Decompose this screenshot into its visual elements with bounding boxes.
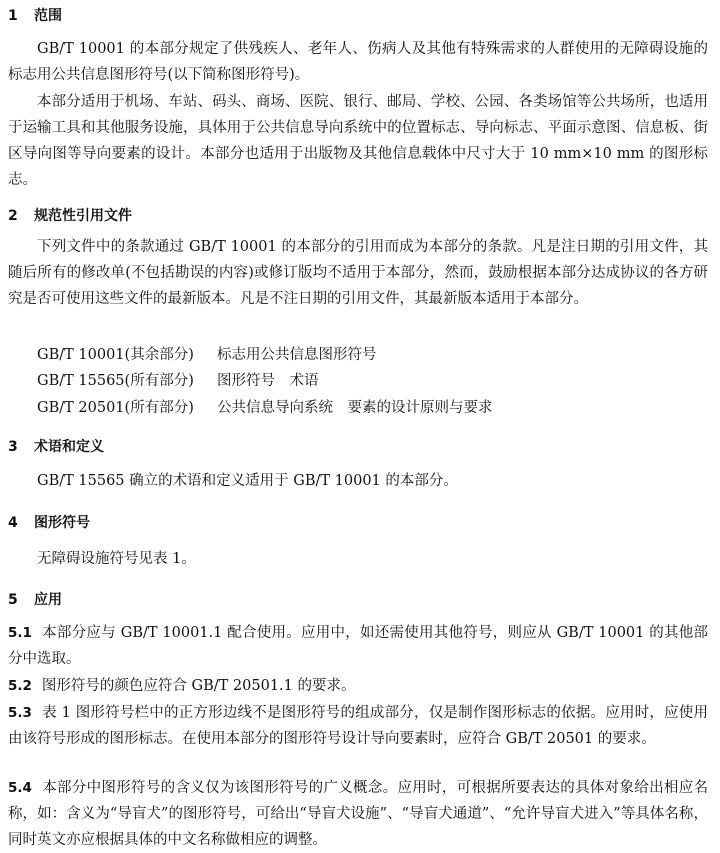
clause-text: 本部分中图形符号的含义仅为该图形符号的广义概念。应用时，可根据所要表达的具体对象给出相应名称，如：含义为“导盲犬”的图形符号，可给出“导盲犬设施”、“导盲犬通道”、“允许导盲犬进入”等具体名称，同时英文亦应根据具体的中文名称做相应的调整。 — [8, 780, 708, 848]
section-5-heading — [8, 590, 62, 610]
section-3-paragraph: GB/T 15565 确立的术语和定义适用于 GB/T 10001 的本部分。 — [37, 473, 458, 489]
section-1-number: 1 — [8, 8, 18, 24]
reference-title: 公共信息导向系统 要素的设计原则与要求 — [217, 400, 493, 416]
section-4-paragraph: 无障碍设施符号见表 1。 — [37, 551, 196, 567]
clause-5-2 — [8, 673, 708, 699]
reference-title: 标志用公共信息图形符号 — [217, 347, 377, 363]
clause-number: 5.4 — [8, 780, 32, 796]
reference-item — [37, 342, 377, 368]
clause-5-1 — [8, 620, 708, 672]
section-2-title: 规范性引用文件 — [34, 208, 132, 224]
reference-title: 图形符号 术语 — [217, 373, 319, 389]
section-5-number: 5 — [8, 592, 18, 608]
section-2-heading — [8, 206, 132, 226]
section-1-paragraph-2: 本部分适用于机场、车站、码头、商场、医院、银行、邮局、学校、公园、各类场馆等公共场所，也适用于运输工具和其他服务设施，具体用于公共信息导向系统中的位置标志、导向标志、平面示意图、信息板、街区导向图等导向要素的设计。本部分也适用于出版物及其他信息载体中尺寸大于 10 mm×10 mm 的图形标志。 — [8, 94, 708, 188]
section-4-heading — [8, 513, 90, 533]
section-3-title: 术语和定义 — [34, 439, 104, 455]
section-4-title: 图形符号 — [34, 515, 90, 531]
section-2-paragraph: 下列文件中的条款通过 GB/T 10001 的本部分的引用而成为本部分的条款。凡是注日期的引用文件，其随后所有的修改单(不包括勘误的内容)或修订版均不适用于本部分，然而，鼓励根据本部分达成协议的各方研究是否可使用这些文件的最新版本。凡是不注日期的引用文件，其最新版本适用于本部分。 — [8, 239, 708, 307]
section-1-heading — [8, 6, 62, 26]
clause-text: 图形符号的颜色应符合 GB/T 20501.1 的要求。 — [41, 678, 356, 694]
reference-code: GB/T 15565(所有部分) — [37, 373, 194, 389]
clause-text: 表 1 图形符号栏中的正方形边线不是图形符号的组成部分，仅是制作图形标志的依据。应用时，应使用由该符号形成的图形标志。在使用本部分的图形符号设计导向要素时，应符合 GB/T 20501 的要求。 — [8, 705, 708, 747]
section-1-paragraph-1: GB/T 10001 的本部分规定了供残疾人、老年人、伤病人及其他有特殊需求的人群使用的无障碍设施的标志用公共信息图形符号(以下简称图形符号)。 — [8, 41, 708, 83]
clause-number: 5.2 — [8, 678, 32, 694]
reference-code: GB/T 10001(其余部分) — [37, 347, 194, 363]
section-5-title: 应用 — [34, 592, 62, 608]
reference-code: GB/T 20501(所有部分) — [37, 400, 194, 416]
clause-5-3 — [8, 700, 708, 752]
section-2-number: 2 — [8, 208, 18, 224]
reference-item — [37, 368, 319, 394]
reference-item — [37, 395, 493, 421]
section-4-number: 4 — [8, 515, 18, 531]
clause-text: 本部分应与 GB/T 10001.1 配合使用。应用中，如还需使用其他符号，则应从 GB/T 10001 的其他部分中选取。 — [8, 625, 708, 667]
section-3-number: 3 — [8, 439, 18, 455]
section-1-title: 范围 — [34, 8, 62, 24]
section-3-heading — [8, 437, 104, 457]
clause-5-4 — [8, 775, 708, 853]
clause-number: 5.1 — [8, 625, 32, 641]
clause-number: 5.3 — [8, 705, 32, 721]
